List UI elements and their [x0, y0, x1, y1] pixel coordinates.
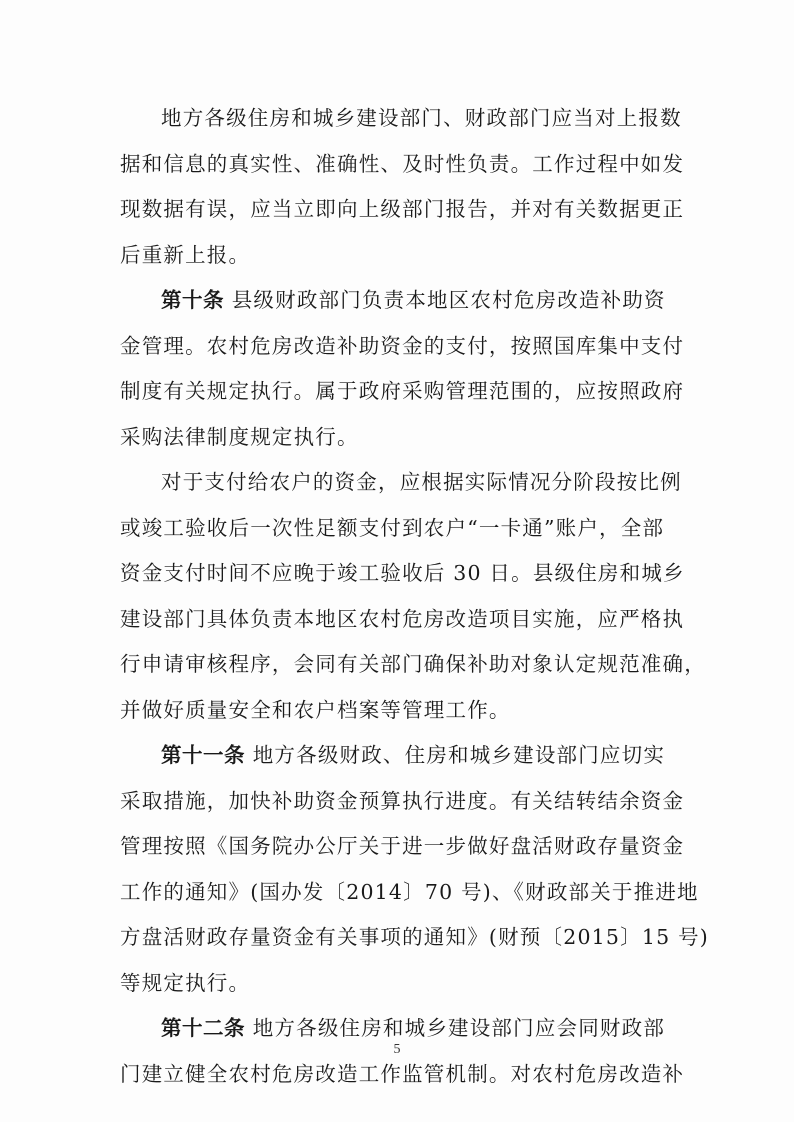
paragraph-article-10	[120, 278, 692, 460]
text-line: 资金支付时间不应晚于竣工验收后 30 日。县级住房和城乡	[120, 561, 685, 585]
text-line: 等规定执行。	[120, 970, 251, 995]
text-line: 行申请审核程序，会同有关部门确保补助对象认定规范准确，	[120, 652, 706, 676]
text-line: 建设部门具体负责本地区农村危房改造项目实施，应严格执	[120, 606, 685, 631]
text-line: 现数据有误，应当立即向上级部门报告，并对有关数据更正	[120, 197, 685, 221]
article-title: 第十条	[161, 288, 224, 312]
text-line: 采购法律制度规定执行。	[120, 424, 359, 449]
text-line-content: 地方各级住房和城乡建设部门应会同财政部	[245, 1016, 666, 1040]
paragraph-article-11	[120, 733, 709, 1006]
text-line	[120, 733, 692, 779]
text-line: 后重新上报。	[120, 242, 251, 267]
article-title: 第十一条	[161, 743, 245, 767]
paragraph-data-accuracy	[120, 96, 692, 278]
text-line: 对于支付给农户的资金，应根据实际情况分阶段按比例	[161, 470, 682, 494]
paragraph-payment-to-farmers	[120, 460, 706, 733]
text-line-content: 地方各级财政、住房和城乡建设部门应切实	[245, 743, 666, 767]
text-line	[120, 278, 692, 324]
text-line: 方盘活财政存量资金有关事项的通知》(财预〔2015〕15 号)	[120, 925, 709, 949]
text-line: 并做好质量安全和农户档案等管理工作。	[120, 697, 511, 722]
article-title: 第十二条	[161, 1016, 245, 1040]
text-line: 金管理。农村危房改造补助资金的支付，按照国库集中支付	[120, 333, 685, 358]
text-line: 地方各级住房和城乡建设部门、财政部门应当对上报数	[161, 106, 682, 130]
text-line: 采取措施，加快补助资金预算执行进度。有关结转结余资金	[120, 788, 685, 813]
text-line: 门建立健全农村危房改造工作监管机制。对农村危房改造补	[120, 1061, 685, 1086]
text-line: 制度有关规定执行。属于政府采购管理范围的，应按照政府	[120, 379, 685, 403]
text-line: 或竣工验收后一次性足额支付到农户“一卡通”账户，全部	[120, 515, 665, 540]
text-line: 工作的通知》(国办发〔2014〕70 号)、《财政部关于推进地	[120, 879, 699, 904]
text-line: 管理按照《国务院办公厅关于进一步做好盘活财政存量资金	[120, 834, 685, 858]
text-line: 据和信息的真实性、准确性、及时性负责。工作过程中如发	[120, 151, 685, 176]
text-line-content: 县级财政部门负责本地区农村危房改造补助资	[224, 288, 666, 312]
page-number: 5	[393, 1042, 401, 1057]
document-body	[120, 96, 709, 1097]
